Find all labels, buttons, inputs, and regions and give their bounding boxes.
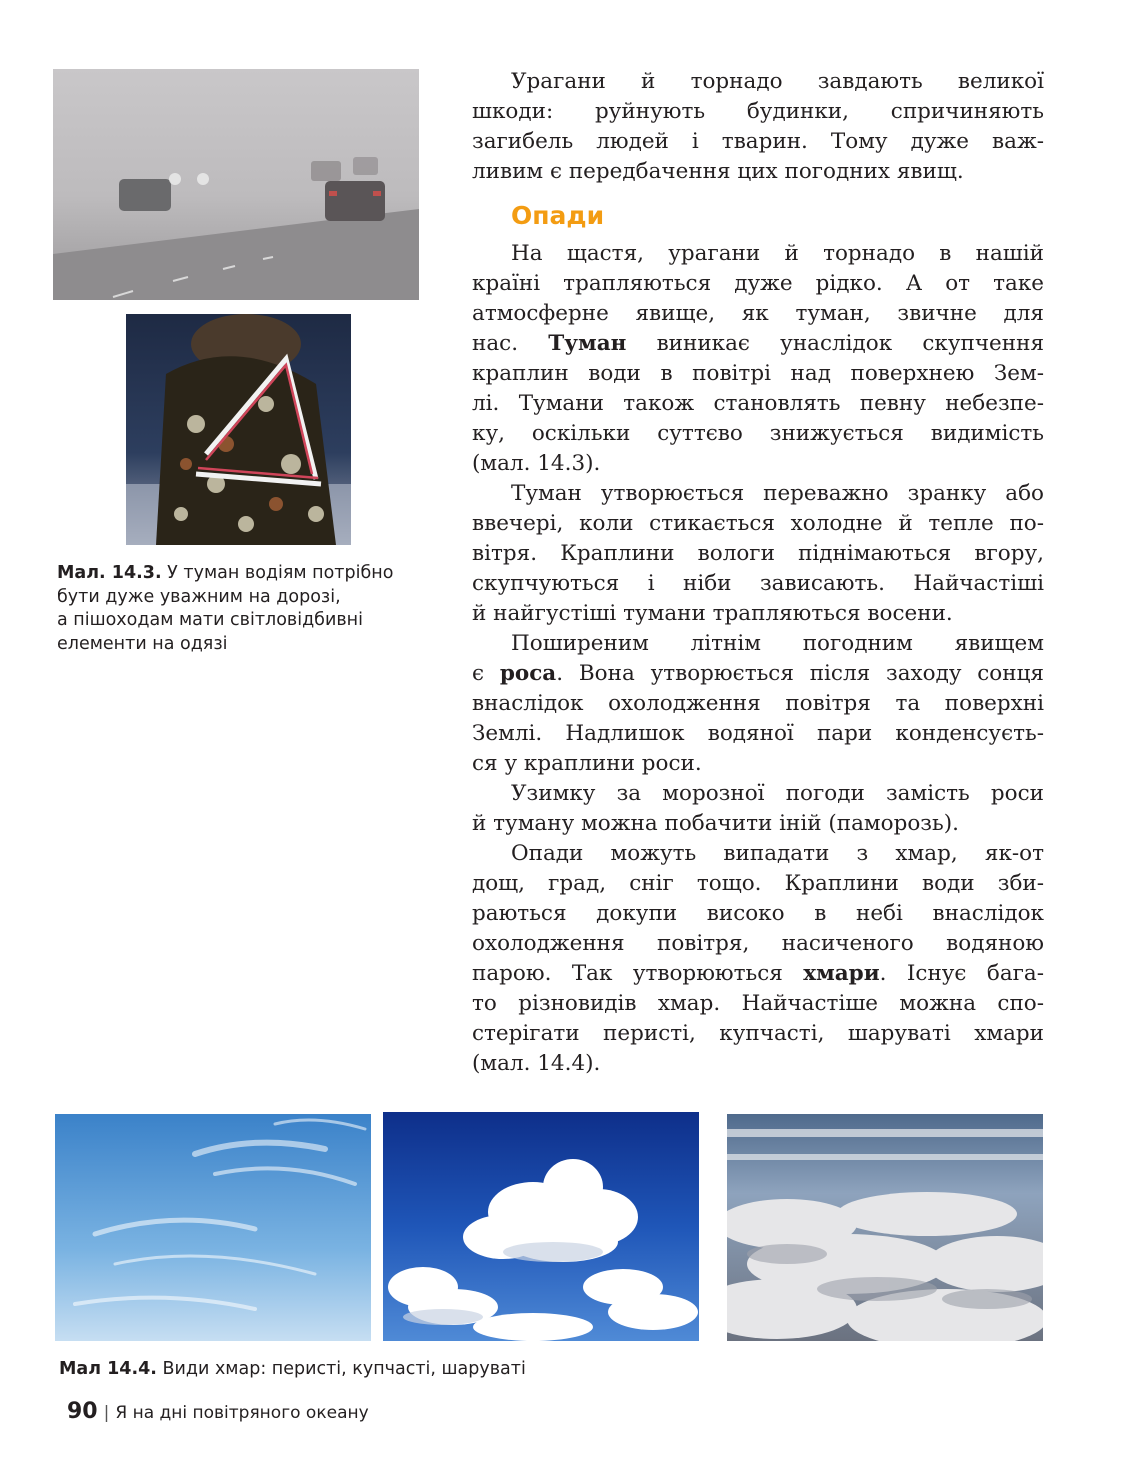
figure-label: Мал 14.4. [59,1359,157,1379]
footer-separator: | [103,1403,110,1423]
caption-line: а пішоходам мати світловідбивні [57,610,363,630]
text-fragment: . Існує бага- [879,961,1044,986]
paragraph-fog-2 [472,479,1044,629]
text-line: скупчуються і ніби зависають. Найчастіші [472,571,1044,596]
text-line: Землі. Надлишок водяної пари конденсуєть- [472,721,1044,746]
text-line: краплин води в повітрі над поверхнею Зем- [472,361,1044,386]
text-line: стерігати перисті, купчасті, шаруваті хмари [472,1021,1044,1046]
text-fragment: парою. Так утворюються [472,961,804,986]
paragraph-clouds [472,839,1044,1079]
section-heading: Опади [511,201,605,230]
cirrus-clouds-photo [55,1114,371,1341]
text-line: ввечері, коли стикається холодне й тепле по- [472,511,1044,536]
text-fragment: нас. [472,331,549,356]
text-line: раються докупи високо в небі внаслідок [472,901,1044,926]
figure-14-3-caption [57,562,427,656]
text-line: Туман утворюється переважно зранку або [511,481,1044,506]
text-line: шкоди: руйнують будинки, спричиняють [472,99,1044,124]
term-dew: роса [499,661,557,686]
text-line: Опади можуть випадати з хмар, як-от [511,841,1044,866]
text-line: (мал. 14.3). [472,451,601,476]
text-line: Поширеним літнім погодним явищем [511,631,1044,656]
fog-road-photo [53,69,419,300]
cumulus-clouds-photo [383,1112,699,1341]
paragraph-dew [472,629,1044,779]
figure-label: Мал. 14.3. [57,563,162,583]
stratus-clouds-photo [727,1114,1043,1341]
term-clouds: хмари [803,961,880,986]
paragraph-intro [472,67,1044,187]
text-line: ся у краплини роси. [472,751,702,776]
text-fragment: . Вона утворюється після заходу сонця [556,661,1044,686]
text-line: лі. Тумани також становлять певну небезпе- [472,391,1044,416]
text-line: Урагани й торнадо завдають великої [511,69,1044,94]
page-footer [67,1398,369,1427]
text-line: то різновидів хмар. Найчастіше можна спо- [472,991,1044,1016]
text-line: атмосферне явище, як туман, звичне для [472,301,1044,326]
text-line: вітря. Краплини вологи піднімаються вгору, [472,541,1044,566]
text-line: країні трапляються дуже рідко. А от таке [472,271,1044,296]
reflective-vest-pedestrian-photo [126,314,351,545]
text-line: На щастя, урагани й торнадо в нашій [511,241,1044,266]
figure-14-4-caption [59,1358,526,1382]
text-fragment: виникає унаслідок скупчення [626,331,1045,356]
caption-line: У туман водіям потрібно [161,563,394,583]
caption-text: Види хмар: перисті, купчасті, шаруваті [156,1359,526,1379]
text-line: загибель людей і тварин. Тому дуже важ- [472,129,1044,154]
text-line: дощ, град, сніг тощо. Краплини води зби- [472,871,1044,896]
text-line: ливим є передбачення цих погодних явищ. [472,159,964,184]
text-line [472,959,1044,989]
text-line [472,659,1044,689]
text-line: охолодження повітря, насиченого водяною [472,931,1044,956]
text-line: (мал. 14.4). [472,1051,601,1076]
page-number: 90 [67,1399,98,1424]
caption-line: елементи на одязі [57,633,228,654]
text-line: ку, оскільки суттєво знижується видимість [472,421,1044,446]
text-line: й найгустіші тумани трапляються восени. [472,601,953,626]
paragraph-fog-1 [472,239,1044,479]
chapter-title: Я на дні повітряного океану [115,1403,369,1423]
term-fog: Туман [548,331,627,356]
caption-line: бути дуже уважним на дорозі, [57,586,341,607]
text-line: внаслідок охолодження повітря та поверхні [472,691,1044,716]
text-line [472,329,1044,359]
text-fragment: є [472,661,500,686]
text-line: Узимку за морозної погоди замість роси [511,781,1044,806]
text-line: й туману можна побачити іній (паморозь). [472,811,959,836]
paragraph-frost [472,779,1044,839]
